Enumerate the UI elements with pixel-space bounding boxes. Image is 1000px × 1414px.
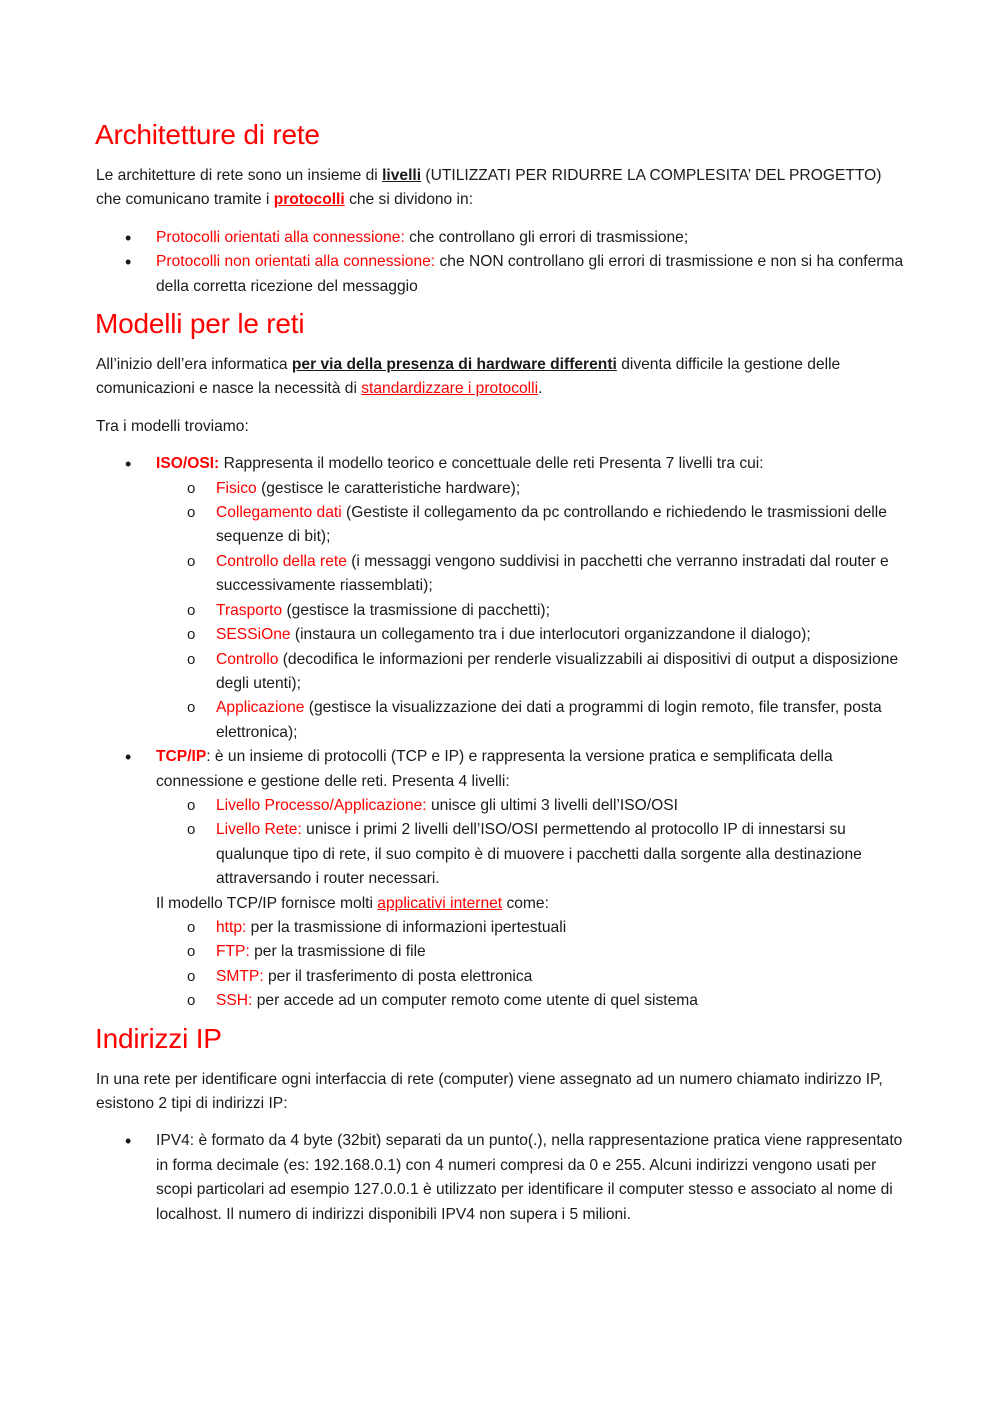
level-text: (gestisce la trasmissione di pacchetti); [282,601,550,619]
list-item [156,599,904,623]
level-label: Fisico [216,479,257,497]
tcp-apps-note [156,892,904,916]
level-text: (gestisce le caratteristiche hardware); [256,479,521,497]
list-item [156,965,904,989]
level-text: (Gestiste il collegamento da pc controllando e richiedendo le trasmissioni delle sequenze di bit); [216,504,887,546]
list-item [156,940,904,964]
item-label: Protocolli orientati alla connessione: [156,228,405,246]
level-text: unisce gli ultimi 3 livelli dell’ISO/OSI [426,796,678,814]
level-text: unisce i primi 2 livelli dell’ISO/OSI permettendo al protocollo IP di innestarsi su qualunque tipo di rete, il suo compito è di muovere i pacchetti dalla sorgente alla destinazione attraversando i router necessari. [216,821,862,888]
term-livelli: livelli [382,167,422,184]
list-item [156,623,904,647]
section-modelli [96,307,904,1014]
list-item [156,916,904,940]
heading-architetture: Architetture di rete [95,119,320,150]
level-label: Collegamento dati [216,504,342,522]
level-text: (i messaggi vengono suddivisi in pacchetti che verranno instradati dal router e successivamente riassemblati); [216,552,889,595]
text: . [538,380,543,398]
protocol-type-list [96,226,904,299]
list-item [156,989,904,1013]
text: Le architetture di rete sono un insieme di [96,167,383,184]
text: (UTILIZZATI PER RIDURRE LA COMPLESITA’ DEL PROGETTO) che comunicano tramite i [96,167,882,209]
level-label: Applicazione [216,699,305,717]
item-text: Rappresenta il modello teorico e concettuale delle reti Presenta 7 livelli tra cui: [219,455,764,473]
list-item [96,250,904,299]
term-hardware: per via della presenza di hardware differenti [291,356,617,374]
level-label: Livello Processo/Applicazione: [216,796,427,814]
app-label: SSH: [216,992,253,1010]
list-item [156,696,904,745]
iso-levels-list [156,477,904,745]
lead-paragraph: Tra i modelli troviamo: [96,417,249,435]
app-label: FTP: [216,943,250,961]
item-label: TCP/IP [156,748,207,766]
text: Il modello TCP/IP fornisce molti [156,894,378,912]
level-text: (instaura un collegamento tra i due interlocutori organizzandone il dialogo); [290,626,811,644]
heading-indirizzi-ip: Indirizzi IP [95,1022,222,1054]
item-text: : è un insieme di protocolli (TCP e IP) e rappresenta la versione pratica e semplificata della connessione e gestione delle reti. Presenta 4 livelli: [156,748,833,790]
text: diventa difficile la gestione delle comunicazioni e nasce la necessità di [96,356,841,398]
intro-paragraph [96,164,904,213]
list-item [156,794,904,818]
level-label: SESSiOne [216,626,291,644]
item-text: che controllano gli errori di trasmissione; [404,228,689,246]
app-text: per il trasferimento di posta elettronica [263,967,533,985]
level-label: Controllo della rete [216,552,347,570]
intro-paragraph: In una rete per identificare ogni interfaccia di rete (computer) viene assegnato ad un numero chiamato indirizzo IP, esistono 2 tipi di indirizzi IP: [96,1070,883,1112]
text: All’inizio dell’era informatica [96,356,292,374]
model-list [96,452,904,1013]
list-item [96,226,904,250]
item-text: che NON controllano gli errori di trasmissione e non si ha conferma della corretta ricezione del messaggio [156,253,904,295]
ip-type-list [96,1129,904,1227]
list-item [156,550,904,599]
item-label: Protocolli non orientati alla connessione: [156,253,436,271]
section-indirizzi-ip [96,1022,904,1227]
app-text: per accede ad un computer remoto come utente di quel sistema [252,992,698,1010]
item-label: ISO/OSI: [156,455,220,473]
list-item [156,818,904,891]
app-text: per la trasmissione di file [249,943,426,961]
app-label: http: [216,918,247,936]
list-item [156,648,904,697]
list-item-tcp-ip [96,745,904,1013]
intro-paragraph [96,353,904,402]
level-label: Controllo [216,650,279,668]
term-applicativi: applicativi internet [377,894,503,912]
list-item [156,501,904,550]
section-architetture [96,118,904,299]
tcp-levels-list [156,794,904,892]
app-text: per la trasmissione di informazioni ipertestuali [246,918,567,936]
level-text: (decodifica le informazioni per renderle visualizzabili ai dispositivi di output a disposizione degli utenti); [216,650,899,692]
text: come: [502,894,549,912]
text: che si dividono in: [344,191,474,209]
term-protocolli: protocolli [273,191,345,209]
app-label: SMTP: [216,967,264,985]
heading-modelli: Modelli per le reti [95,308,305,340]
level-text: (gestisce la visualizzazione dei dati a programmi di login remoto, file transfer, posta elettronica); [216,699,882,741]
term-standardizzare: standardizzare i protocolli [361,380,539,398]
level-label: Trasporto [216,601,283,619]
tcp-apps-list [156,916,904,1014]
list-item-iso-osi [96,452,904,745]
list-item [156,477,904,501]
level-label: Livello Rete: [216,821,302,839]
list-item: • IPV4: è formato da 4 byte (32bit) separati da un punto(.), nella rappresentazione pratica viene rappresentato in forma decimale (es: 192.168.0.1) con 4 numeri compresi da 0 e 255. Alcuni indirizzi vengono usati per scopi particolari ad esempio 127.0.0.1 è utilizzato per identificare il computer stesso e associato al nome di localhost. Il numero di indirizzi disponibili IPV4 non supera i 5 milioni. [96,1129,904,1227]
